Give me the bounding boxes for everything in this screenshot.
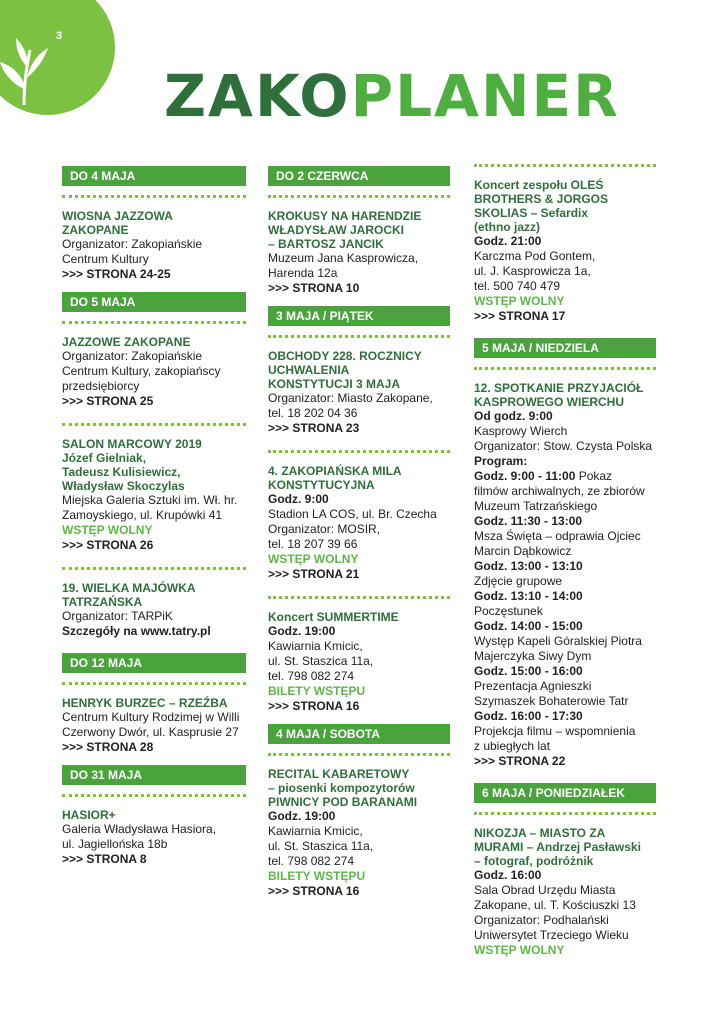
page-ref: >>> STRONA 24-25 (62, 267, 171, 281)
event-line: Szymaszek Bohaterowie Tatr (474, 694, 629, 708)
section-header: DO 4 MAJA (62, 166, 246, 186)
dotted-divider (268, 450, 450, 457)
dotted-divider (268, 195, 450, 202)
event-title: 4. ZAKOPIAŃSKA MILA (268, 464, 402, 478)
event-line: Organizator: Zakopiańskie (62, 349, 203, 363)
section-header: 4 MAJA / SOBOTA (268, 724, 450, 744)
event-hasior (62, 808, 246, 867)
event-title: SKOLIAS – Sefardix (474, 206, 589, 220)
dotted-divider (268, 753, 450, 760)
free-entry: WSTĘP WOLNY (474, 943, 565, 957)
event-line: Centrum Kultury Rodzimej w Willi (62, 710, 240, 724)
tickets: BILETY WSTĘPU (268, 869, 366, 883)
free-entry: WSTĘP WOLNY (62, 523, 153, 537)
page-number: 3 (56, 30, 63, 42)
event-jazzowe-zakopane (62, 335, 246, 409)
page-ref: >>> STRONA 22 (474, 754, 566, 768)
event-title: TATRZAŃSKA (62, 595, 143, 609)
section-header: DO 2 CZERWCA (268, 166, 450, 186)
dotted-divider (62, 423, 246, 430)
event-title: Władysław Skoczylas (62, 479, 185, 493)
event-wielka-majowka (62, 581, 246, 639)
event-title: Koncert SUMMERTIME (268, 610, 399, 624)
event-line: Organizator: Miasto Zakopane, (268, 391, 433, 405)
event-recital (268, 767, 450, 899)
dotted-divider (474, 164, 656, 171)
dotted-divider (62, 682, 246, 689)
event-line: Galeria Władysława Hasiora, (62, 822, 217, 836)
event-henryk-burzec (62, 696, 246, 755)
section-header: DO 31 MAJA (62, 765, 246, 785)
column-3 (474, 158, 656, 958)
page-ref: >>> STRONA 17 (474, 309, 566, 323)
event-line: Muzeum Tatrzańskiego (474, 499, 598, 513)
event-line: ul. St. Staszica 11a, (268, 654, 374, 668)
event-time: Godz. 21:00 (474, 234, 542, 248)
event-title: JAZZOWE ZAKOPANE (62, 335, 191, 349)
event-time: Godz. 9:00 (268, 492, 329, 506)
event-title: OBCHODY 228. ROCZNICY (268, 349, 422, 363)
event-line: Centrum Kultury, zakopiańscy (62, 364, 221, 378)
event-line: Miejska Galeria Sztuki im. Wł. hr. (62, 493, 238, 507)
event-line: Występ Kapeli Góralskiej Piotra (474, 634, 642, 648)
event-line: Uniwersytet Trzeciego Wieku (474, 928, 629, 942)
event-title: 19. WIELKA MAJÓWKA (62, 581, 196, 595)
page-ref: >>> STRONA 16 (268, 699, 360, 713)
dotted-divider (62, 321, 246, 328)
section-header: 6 MAJA / PONIEDZIAŁEK (474, 783, 656, 803)
event-title: KROKUSY NA HARENDZIE (268, 209, 422, 223)
event-line: Kasprowy Wierch (474, 424, 568, 438)
event-time: Godz. 16:00 (474, 868, 542, 882)
event-title: 12. SPOTKANIE PRZYJACIÓŁ (474, 381, 644, 395)
event-kasprowy-wierch (474, 381, 656, 769)
zakoplaner-logo (164, 62, 620, 130)
event-title: Józef Gielniak, (62, 451, 147, 465)
event-time: Od godz. 9:00 (474, 409, 553, 423)
section-header: 5 MAJA / NIEDZIELA (474, 338, 656, 358)
event-line: ul. St. Staszica 11a, (268, 839, 374, 853)
event-line: Zakopane, ul. T. Kościuszki 13 (474, 898, 636, 912)
event-title: ZAKOPANE (62, 223, 129, 237)
event-title: PIWNICY POD BARANAMI (268, 795, 418, 809)
event-title: KONSTYTUCYJNA (268, 478, 375, 492)
section-header: DO 12 MAJA (62, 653, 246, 673)
program-time: Godz. 13:00 - 13:10 (474, 559, 583, 573)
event-title: HENRYK BURZEC – RZEŹBA (62, 696, 228, 710)
event-line: Zamoyskiego, ul. Krupówki 41 (62, 508, 223, 522)
page-ref: >>> STRONA 26 (62, 538, 154, 552)
event-summertime (268, 610, 450, 714)
event-line: Marcin Dąbkowicz (474, 544, 572, 558)
event-title: (ethno jazz) (474, 220, 540, 234)
event-time: Godz. 19:00 (268, 809, 336, 823)
event-line: tel. 798 082 274 (268, 669, 355, 683)
event-title: RECITAL KABARETOWY (268, 767, 410, 781)
event-title: Koncert zespołu OLEŚ (474, 178, 604, 192)
event-title: WŁADYSŁAW JAROCKI (268, 223, 404, 237)
event-line: Msza Święta – odprawia Ojciec (474, 529, 641, 543)
page-ref: >>> STRONA 16 (268, 884, 360, 898)
logo-part2: PLANER (350, 62, 620, 130)
event-line: tel. 18 202 04 36 (268, 406, 358, 420)
page-ref: >>> STRONA 28 (62, 740, 154, 754)
program-time: Godz. 14:00 - 15:00 (474, 619, 583, 633)
event-line: Szczegóły na www.tatry.pl (62, 624, 211, 638)
page-ref: >>> STRONA 25 (62, 394, 154, 408)
event-line: Projekcja filmu – wspomnienia (474, 724, 636, 738)
event-line: przedsiębiorcy (62, 379, 140, 393)
page-ref: >>> STRONA 10 (268, 281, 360, 295)
event-salon-marcowy (62, 437, 246, 553)
program-item: Godz. 9:00 - 11:00 Pokaz (474, 469, 613, 483)
leaf-icon (0, 30, 56, 110)
event-line: Prezentacja Agnieszki (474, 679, 592, 693)
event-line: tel. 798 082 274 (268, 854, 355, 868)
dotted-divider (62, 195, 246, 202)
event-line: Muzeum Jana Kasprowicza, (268, 251, 419, 265)
event-line: ul. Jagiellońska 18b (62, 837, 168, 851)
event-krokusy (268, 209, 450, 296)
event-line: Kawiarnia Kmicic, (268, 639, 363, 653)
tickets: BILETY WSTĘPU (268, 684, 366, 698)
event-line: Karczma Pod Gontem, (474, 249, 596, 263)
column-1 (62, 166, 246, 867)
event-line: Organizator: Stow. Czysta Polska (474, 439, 653, 453)
dotted-divider (474, 367, 656, 374)
event-time: Godz. 19:00 (268, 624, 336, 638)
event-obchody (268, 349, 450, 436)
event-title: UCHWALENIA (268, 363, 350, 377)
event-wiosna-jazzowa (62, 209, 246, 282)
event-line: Organizator: TARPiK (62, 609, 173, 623)
event-line: Zdjęcie grupowe (474, 574, 563, 588)
event-title: BROTHERS & JORGOS (474, 192, 609, 206)
program-time: Godz. 11:30 - 13:00 (474, 514, 583, 528)
program-time: Godz. 15:00 - 16:00 (474, 664, 583, 678)
event-nikozja (474, 826, 656, 958)
event-line: Organizator: MOSIR, (268, 522, 381, 536)
dotted-divider (268, 596, 450, 603)
page-ref: >>> STRONA 23 (268, 421, 360, 435)
dotted-divider (62, 567, 246, 574)
section-header: DO 5 MAJA (62, 292, 246, 312)
event-title: KASPROWEGO WIERCHU (474, 395, 624, 409)
page-ref: >>> STRONA 8 (62, 852, 147, 866)
event-line: Kawiarnia Kmicic, (268, 824, 363, 838)
event-line: Sala Obrad Urzędu Miasta (474, 883, 616, 897)
event-line: z ubiegłych lat (474, 739, 551, 753)
event-line: Majerczyka Siwy Dym (474, 649, 592, 663)
event-line: ul. J. Kasprowicza 1a, (474, 264, 591, 278)
section-header: 3 MAJA / PIĄTEK (268, 306, 450, 326)
event-title: HASIOR+ (62, 808, 116, 822)
event-line: filmów archiwalnych, ze zbiorów (474, 484, 645, 498)
column-2 (268, 166, 450, 899)
event-title: – BARTOSZ JANCIK (268, 237, 384, 251)
event-title: WIOSNA JAZZOWA (62, 209, 173, 223)
event-title: SALON MARCOWY 2019 (62, 437, 202, 451)
event-line: Centrum Kultury (62, 252, 149, 266)
event-line: Organizator: Zakopiańskie (62, 237, 203, 251)
event-oles-brothers (474, 178, 656, 324)
dotted-divider (268, 335, 450, 342)
event-mila (268, 464, 450, 582)
program-time: Godz. 16:00 - 17:30 (474, 709, 583, 723)
event-title: – piosenki kompozytorów (268, 781, 415, 795)
event-line: tel. 500 740 479 (474, 279, 561, 293)
event-title: NIKOZJA – MIASTO ZA (474, 826, 606, 840)
event-line: Organizator: Podhalański (474, 913, 609, 927)
event-title: – fotograf, podróżnik (474, 854, 594, 868)
event-title: KONSTYTUCJI 3 MAJA (268, 377, 401, 391)
event-line: Poczęstunek (474, 604, 543, 618)
logo-part1: ZAKO (164, 62, 351, 130)
event-title: MURAMI – Andrzej Pasławski (474, 840, 641, 854)
page-ref: >>> STRONA 21 (268, 567, 360, 581)
event-title: Tadeusz Kulisiewicz, (62, 465, 181, 479)
event-line: Stadion LA COS, ul. Br. Czecha (268, 507, 437, 521)
program-label: Program: (474, 454, 528, 468)
free-entry: WSTĘP WOLNY (268, 552, 359, 566)
free-entry: WSTĘP WOLNY (474, 294, 565, 308)
event-line: tel. 18 207 39 66 (268, 537, 358, 551)
program-time: Godz. 13:10 - 14:00 (474, 589, 583, 603)
event-line: Harenda 12a (268, 266, 338, 280)
dotted-divider (62, 794, 246, 801)
dotted-divider (474, 812, 656, 819)
event-line: Czerwony Dwór, ul. Kasprusie 27 (62, 725, 239, 739)
